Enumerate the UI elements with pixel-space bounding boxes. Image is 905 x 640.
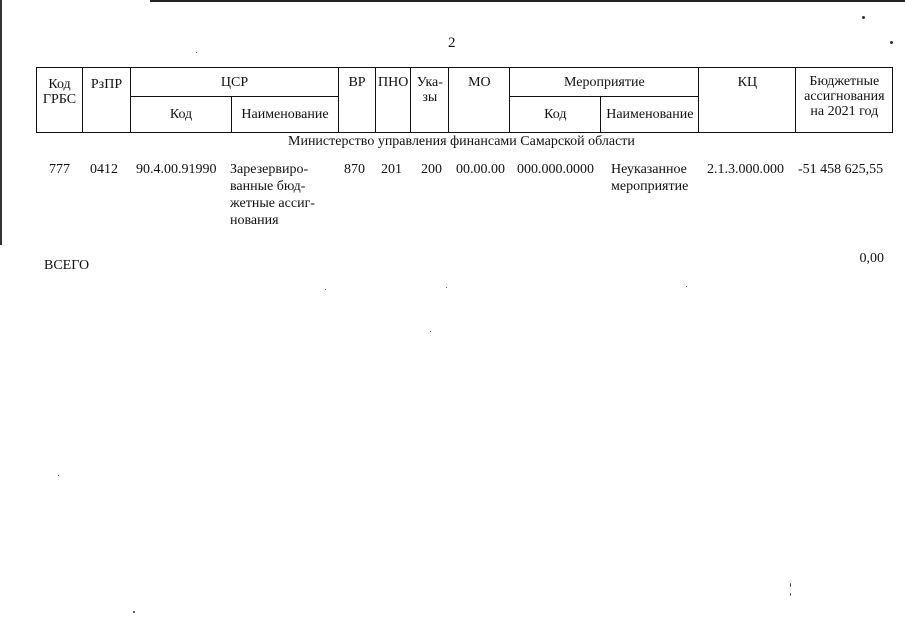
header-mo: МО: [449, 68, 510, 133]
page-number: 2: [448, 35, 456, 51]
header-budget: Бюджетные ассигнования на 2021 год: [796, 68, 893, 133]
row-mer-naim-line: мероприятие: [611, 179, 689, 194]
row-csr-naim-line: ванные бюд-: [230, 179, 306, 194]
row-mo: 00.00.00: [456, 162, 505, 177]
header-csr: ЦСР: [131, 68, 339, 97]
header-csr-naim: Наименование: [232, 97, 339, 133]
scan-speck: [446, 287, 447, 288]
header-pno: ПНО: [376, 68, 411, 133]
header-ukazy-text: Ука-зы: [416, 75, 443, 105]
budget-table-header: [36, 67, 893, 133]
scan-speck: [862, 16, 865, 19]
row-vr: 870: [344, 162, 365, 177]
total-value: 0,00: [859, 251, 884, 266]
row-budget: -51 458 625,55: [798, 162, 884, 177]
header-meropriyatie: Мероприятие: [510, 68, 699, 97]
total-label: ВСЕГО: [44, 258, 90, 273]
header-mer-kod: Код: [510, 97, 601, 133]
row-csr-naim: [230, 161, 315, 229]
row-kc: 2.1.3.000.000: [707, 162, 784, 177]
scan-speck: [686, 286, 687, 287]
header-rzpr: РзПР: [83, 68, 131, 133]
scan-speck: [133, 611, 135, 613]
scan-speck: [58, 475, 59, 476]
header-mer-naim: Наименование: [601, 97, 699, 133]
header-kod-grbs: Код ГРБС: [37, 68, 83, 133]
row-kod-grbs: 777: [49, 162, 70, 177]
header-ukazy: [411, 68, 449, 133]
header-csr-kod: Код: [131, 97, 232, 133]
ministry-title: Министерство управления финансами Самарской области: [288, 134, 635, 149]
scan-speck: [890, 41, 893, 44]
row-mer-kod: 000.000.0000: [517, 162, 594, 177]
scan-speck: [790, 593, 791, 596]
row-mer-naim: [611, 161, 688, 195]
page-left-edge: [0, 0, 2, 245]
scan-speck: [325, 289, 326, 290]
header-kc: КЦ: [699, 68, 796, 133]
row-csr-naim-line: жетные ассиг-: [230, 196, 315, 211]
scan-speck: [790, 583, 791, 587]
row-pno: 201: [381, 162, 402, 177]
row-rzpr: 0412: [90, 162, 118, 177]
scan-speck: [430, 331, 431, 332]
row-mer-naim-line: Неуказанное: [611, 162, 687, 177]
header-vr: ВР: [339, 68, 376, 133]
row-csr-kod: 90.4.00.91990: [136, 162, 217, 177]
page-top-edge: [150, 0, 905, 2]
row-csr-naim-line: Зарезервиро-: [230, 162, 309, 177]
row-csr-naim-line: нования: [230, 213, 279, 228]
row-ukazy: 200: [421, 162, 442, 177]
scan-speck: [196, 52, 197, 53]
